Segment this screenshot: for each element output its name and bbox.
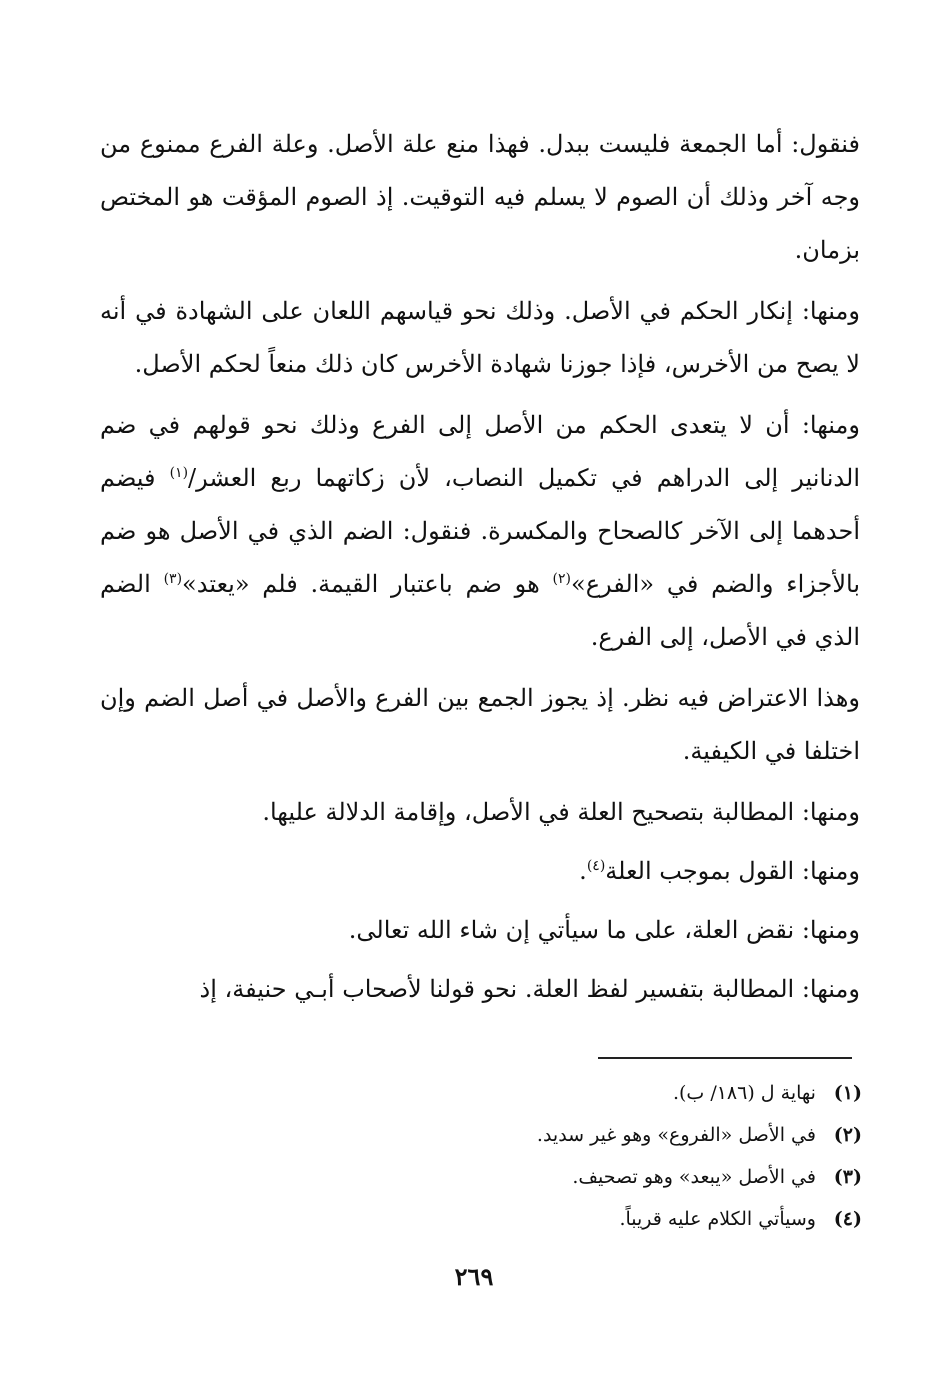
- footnote-marker-3: (٣): [163, 571, 183, 587]
- paragraph-2: [100, 285, 860, 391]
- footnote-2: [100, 1114, 862, 1156]
- footnote-text: وسيأتي الكلام عليه قريباً.: [619, 1208, 816, 1230]
- footnote-3: [100, 1156, 862, 1198]
- paragraph-tail: .: [579, 857, 587, 885]
- footnote-text: في الأصل «الفروع» وهو غير سديد.: [536, 1124, 816, 1146]
- footnote-text: في الأصل «يبعد» وهو تصحيف.: [572, 1166, 816, 1188]
- footnote-4: [100, 1198, 862, 1240]
- footnote-marker-2: (٢): [552, 571, 572, 587]
- paragraph-text-part: الضم الذي في الأصل، إلى الفرع.: [100, 570, 860, 651]
- footnote-number: (٢): [833, 1124, 862, 1146]
- footnote-number: (٣): [833, 1166, 862, 1188]
- paragraph-text: ومنها: القول بموجب العلة: [605, 857, 860, 885]
- paragraph-text: فنقول: أما الجمعة فليست ببدل. فهذا منع علة الأصل. وعلة الفرع ممنوع من وجه آخر وذلك أن الصوم لا يسلم فيه التوقيت. إذ الصوم المؤقت هو المختص بزمان.: [100, 130, 860, 264]
- main-text: [100, 118, 860, 1024]
- paragraph-6: [100, 845, 860, 898]
- footnote-number: (٤): [833, 1208, 862, 1230]
- footnote-number: (١): [833, 1082, 862, 1104]
- footnote-1: [100, 1072, 862, 1114]
- paragraph-text-part: فيضم أحدهما إلى الآخر كالصحاح والمكسرة. فنقول: الضم الذي في الأصل هو ضم بالأجزاء والضم في «الفرع»: [100, 464, 861, 598]
- paragraph-text-part: ومنها: أن لا يتعدى الحكم من الأصل إلى الفرع وذلك نحو قولهم في ضم الدنانير إلى الدراهم في تكميل النصاب، لأن زكاتهما ربع العشر/: [100, 411, 860, 492]
- paragraph-text: ومنها: المطالبة بتفسير لفظ العلة. نحو قولنا لأصحاب أبـي حنيفة، إذ: [199, 975, 860, 1003]
- footnote-marker-1: (١): [169, 465, 189, 481]
- paragraph-text-part: هو ضم باعتبار القيمة. فلم «يعتد»: [182, 570, 553, 598]
- paragraph-8: [100, 963, 860, 1016]
- footnote-text: نهاية ل (١٨٦/ ب).: [672, 1082, 816, 1104]
- footnote-marker-4: (٤): [586, 858, 606, 874]
- paragraph-1: [100, 118, 860, 277]
- paragraph-text: ومنها: نقض العلة، على ما سيأتي إن شاء الله تعالى.: [348, 916, 860, 944]
- paragraph-text: وهذا الاعتراض فيه نظر. إذ يجوز الجمع بين الفرع والأصل في أصل الضم وإن اختلفا في الكيفية.: [100, 684, 860, 765]
- paragraph-4: [100, 672, 860, 778]
- paragraph-5: [100, 786, 860, 839]
- footnote-divider: [598, 1057, 852, 1059]
- paragraph-7: [100, 904, 860, 957]
- footnotes: [100, 1072, 862, 1240]
- page-number: ٢٦٩: [454, 1262, 494, 1291]
- paragraph-3: [100, 399, 860, 664]
- paragraph-text: ومنها: إنكار الحكم في الأصل. وذلك نحو قياسهم اللعان على الشهادة في أنه لا يصح من الأخرس، فإذا جوزنا شهادة الأخرس كان ذلك منعاً لحكم الأصل.: [100, 297, 860, 378]
- paragraph-text: ومنها: المطالبة بتصحيح العلة في الأصل، وإقامة الدلالة عليها.: [262, 798, 860, 826]
